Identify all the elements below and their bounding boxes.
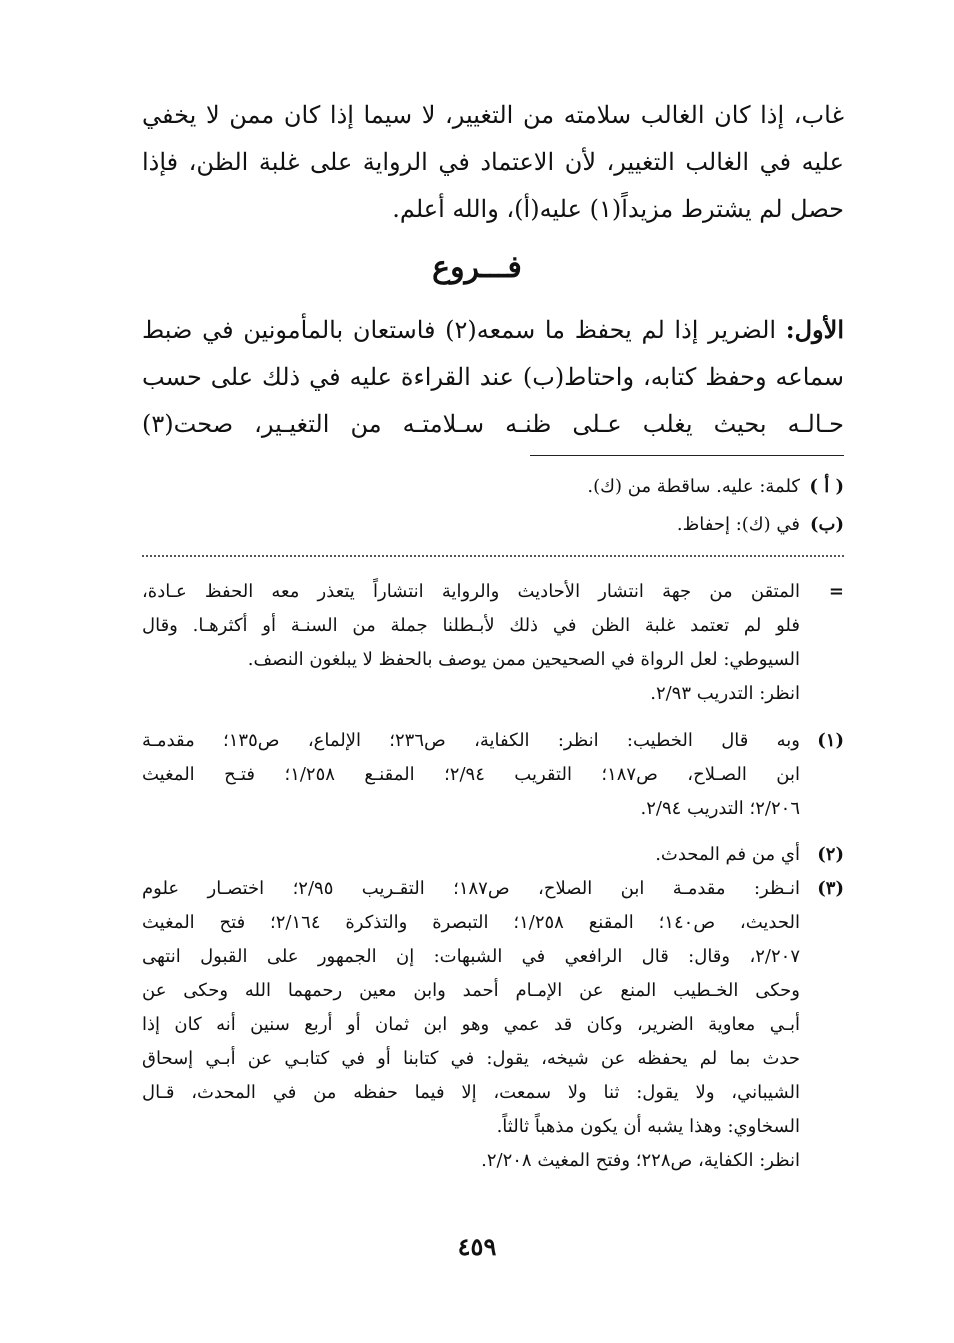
continuation-mark: = <box>828 581 844 602</box>
branch-line: سماعه وحفظ كتابه، واحتاط(ب) عند القراءة عليه في ذلك على حسب <box>142 363 844 391</box>
main-line: حصل لم يشترط مزيداً(١) عليه(أ)، والله أعلم. <box>392 195 844 223</box>
footnote-separator <box>530 455 844 456</box>
footnote-line: فلو لم تعتمد غلبة الظن في ذلك لأبـطلنا جملة من السنـة أو أكثرهـا. وقال <box>142 615 800 636</box>
footnote-line: انـظر: مقدمـة ابن الصلاح، ص١٨٧؛ التقـريب ٢/٩٥؛ اختصـار علوم <box>142 878 801 899</box>
branch-line-1 <box>142 306 844 354</box>
branch-line: الضرير إذا لم يحفظ ما سمعه(٢) فاستعان بالمأمونين في ضبط <box>142 316 786 344</box>
footnote-line: أي من فم المحدث. <box>655 844 800 865</box>
dotted-separator <box>142 555 844 557</box>
footnote-line: السيوطي: لعل الرواة في الصحيحين ممن يوصف بالحفظ لا يبلغون النصف. <box>247 649 800 670</box>
footnote-continuation <box>142 575 844 711</box>
footnote-letter-b <box>142 508 844 542</box>
section-heading: فـــروع <box>432 250 522 285</box>
footnote-mark: (ب) <box>810 514 844 535</box>
footnote-line: ابن الصـلاح، ص١٨٧؛ التقريب ٢/٩٤؛ المقنـع ١/٢٥٨؛ فتـح المغيث <box>142 764 800 785</box>
footnote-letter-a <box>142 470 844 504</box>
footnote-line: حدث بما لم يحفظه عن شيخه، يقول: في كتابنا أو في كتابـي عن أبـي إسحاق <box>142 1048 800 1069</box>
footnote-line: وبه قال الخطيب: انظر: الكفاية، ص٢٣٦؛ الإلماع، ص١٣٥؛ مقدمـة <box>142 730 800 751</box>
footnote-line: وحكى الخـطيب المنع عن الإمـام أحمد وابن معين رحمهما الله وحكى عن <box>142 980 800 1001</box>
footnote-line: ٢/٢٠٦؛ التدريب ٢/٩٤. <box>640 798 800 819</box>
footnote-mark: ( أ ) <box>809 476 844 497</box>
footnote-1 <box>142 724 844 826</box>
footnote-line: المتقن من جهة انتشار الأحاديث والرواية انتشاراً يتعذر معه الحفظ عـادة، <box>142 581 800 602</box>
footnote-mark: (٢) <box>817 844 844 865</box>
footnote-line: ٢/٢٠٧، وقال: قال الرافعي في الشبهات: إن الجمهور على القبول انتهى <box>142 946 800 967</box>
footnote-3 <box>142 872 844 1178</box>
footnote-line: الحديث، ص١٤٠؛ المقنع ١/٢٥٨؛ التبصرة والتذكرة ٢/١٦٤؛ فتح المغيث <box>142 912 800 933</box>
page-number: ٤٥٩ <box>457 1232 497 1261</box>
footnote-line: الشيباني، ولا يقول: ثنا ولا سمعت، إلا فيما حفظه من في المحدث، قـال <box>142 1082 800 1103</box>
branch-lead: الأول: <box>785 315 844 344</box>
main-line: عليه في الغالب التغيير، لأن الاعتماد في الرواية على غلبة الظن، فإذا <box>142 148 844 176</box>
branch-first <box>142 306 844 448</box>
footnote-2 <box>142 838 844 872</box>
footnote-text: كلمة: عليه. ساقطة من (ك). <box>587 476 800 497</box>
main-paragraph <box>142 92 844 233</box>
footnote-line: انظر: التدريب ٢/٩٣. <box>650 683 800 704</box>
footnote-line: انظر: الكفاية، ص٢٢٨؛ وفتح المغيث ٢/٢٠٨. <box>481 1150 800 1171</box>
footnote-line: السخاوي: وهذا يشبه أن يكون مذهباً ثالثاً. <box>496 1116 800 1137</box>
footnote-mark: (١) <box>817 730 844 751</box>
footnote-line: أبـي معاوية الضرير، وكان قد عمي وهو ابن ثمان أو أربع سنين أنه كان إذا <box>142 1014 800 1035</box>
branch-line: حـالـه بحيث يغلب عـلى ظنـه سـلامتـه من التغيـير، صحت(٣) <box>142 410 844 438</box>
main-line: غاب، إذا كان الغالب سلامته من التغيير، لا سيما إذا كان ممن لا يخفي <box>142 101 844 129</box>
footnote-text: في (ك): إحفاظ. <box>676 514 800 535</box>
footnote-mark: (٣) <box>817 878 844 899</box>
